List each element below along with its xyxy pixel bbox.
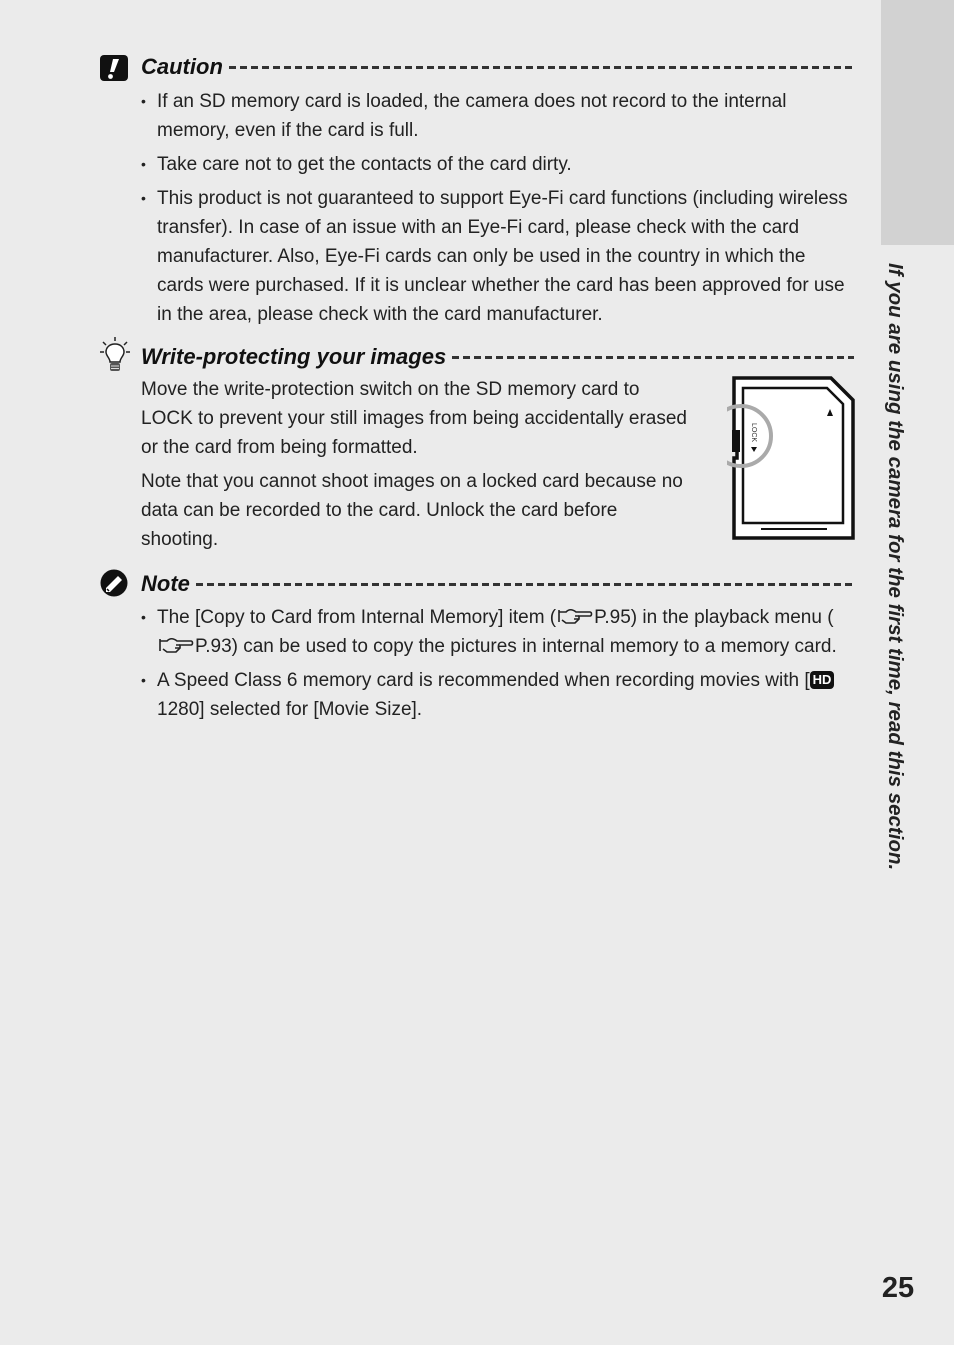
page-number: 25 (881, 1272, 915, 1304)
note-pencil-icon (99, 568, 129, 598)
lock-label: LOCK (750, 423, 757, 443)
caution-icon (99, 54, 129, 82)
note-title: Note (141, 571, 190, 596)
hd-movie-icon: HD (810, 671, 835, 689)
note-heading (141, 569, 854, 599)
section-side-tab (881, 0, 954, 245)
caution-heading (141, 52, 854, 82)
list-item: • A Speed Class 6 memory card is recommended when recording movies with [ HD1280] selected for [Movie Size]. (141, 666, 854, 724)
list-item: • Take care not to get the contacts of the card dirty. (141, 150, 854, 179)
caution-list (141, 87, 854, 334)
note-list (141, 603, 854, 729)
heading-divider (452, 356, 854, 359)
write-protect-paragraph: Note that you cannot shoot images on a locked card because no data can be recorded to the card. Unlock the card before shooting. (141, 471, 683, 550)
page-reference-icon (557, 606, 593, 626)
write-protect-paragraph: Move the write-protection switch on the SD memory card to LOCK to prevent your still images from being accidentally erased or the card from being formatted. (141, 379, 687, 458)
list-item: • The [Copy to Card from Internal Memory] item ( P.95) in the playback menu (P.93) can be used to copy the pictures in internal memory to a memory card. (141, 603, 854, 661)
sd-card-illustration (727, 373, 857, 543)
heading-divider (229, 66, 854, 69)
heading-divider (196, 583, 854, 586)
section-side-title: If you are using the camera for the first time, read this section. (884, 263, 907, 871)
lightbulb-icon (99, 336, 131, 376)
page-reference-icon (158, 635, 194, 655)
write-protect-heading (141, 342, 854, 372)
list-item: • This product is not guaranteed to support Eye-Fi card functions (including wireless transfer). In case of an issue with an Eye-Fi card, please check with the card manufacturer. Also, Eye-Fi cards can only be used in the country in which the cards were purchased. If it is unclear whether the card has been approved for use in the area, please check with the card manufacturer. (141, 184, 854, 329)
write-protect-title: Write-protecting your images (141, 344, 447, 369)
caution-title: Caution (141, 54, 223, 79)
list-item: • If an SD memory card is loaded, the camera does not record to the internal memory, even if the card is full. (141, 87, 854, 145)
